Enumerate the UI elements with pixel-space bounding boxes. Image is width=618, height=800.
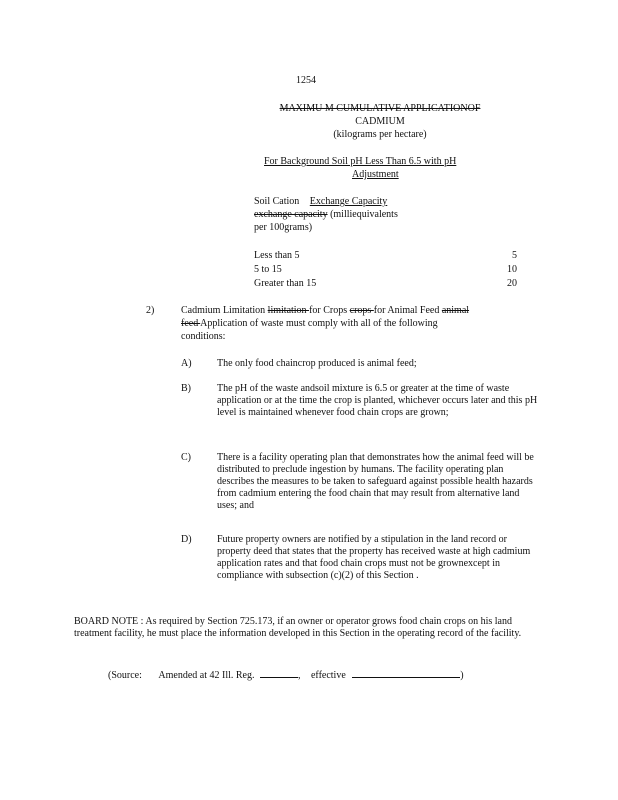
board-note: BOARD NOTE : As required by Section 725.173, if an owner or operator grows food chain crops on his land treatment facility, he must place the information developed in this Section in the operating record of the facility. <box>74 616 522 639</box>
table-row-label: Less than 5 <box>254 250 300 261</box>
table-header-d: per 100grams) <box>254 222 313 233</box>
section-text-c: for Animal Feed <box>373 305 442 316</box>
source-citation <box>108 668 464 682</box>
heading-units: (kilograms per hectare) <box>333 129 427 140</box>
section-number: 2) <box>146 305 155 316</box>
heading-title <box>240 103 520 115</box>
source-comma: , <box>297 670 301 681</box>
table-row-label: Greater than 15 <box>254 278 317 289</box>
source-close: ) <box>460 670 464 681</box>
condition-label-a: A) <box>181 358 192 369</box>
condition-label-c: C) <box>181 452 191 463</box>
table-header-line2 <box>254 209 398 221</box>
source-prefix: (Source: <box>108 670 142 681</box>
table-header-c: (milliequivalents <box>330 209 398 220</box>
condition-text-b: The pH of the waste andsoil mixture is 6.5 or greater at the time of waste application or at the time the crop is planted, whichever occurs later and this pH level is maintained whenever food chain crops are grown; <box>217 383 538 418</box>
table-header-line1 <box>254 196 387 208</box>
section-strike-b: crops <box>349 305 374 316</box>
section-text-line1 <box>181 305 469 317</box>
heading-title-line1: MAXIMU M CUMULATIVE APPLICATIONOF <box>279 103 481 114</box>
effective-date-blank <box>352 668 460 678</box>
page-number: 1254 <box>296 75 316 86</box>
section-text-line2 <box>181 318 438 330</box>
condition-label-d: D) <box>181 534 192 545</box>
table-header-b: Exchange Capacity <box>309 196 388 207</box>
source-amended: Amended at 42 Ill. Reg. <box>158 670 255 681</box>
table-row-value: 10 <box>507 264 517 275</box>
section-text-d: Application of waste must comply with all of the following <box>200 318 438 329</box>
section-strike-a: limitation <box>267 305 310 316</box>
register-blank <box>260 668 298 678</box>
table-row-value: 5 <box>512 250 517 261</box>
section-strike-d: feed <box>181 318 201 329</box>
source-effective: effective <box>310 670 346 681</box>
section-text-a: Cadmium Limitation <box>181 305 268 316</box>
heading-title-line2: CADMIUM <box>355 116 405 127</box>
heading-subtitle-line2: Adjustment <box>352 169 399 180</box>
condition-label-b: B) <box>181 383 191 394</box>
condition-text-d: Future property owners are notified by a stipulation in the land record or property deed that states that the property has received waste at high cadmium application rates and that food chain crops must not be grownexcept in compliance with subsection (c)(2) of this Section . <box>217 534 531 581</box>
section-text-line3: conditions: <box>181 331 226 342</box>
table-row-label: 5 to 15 <box>254 264 282 275</box>
section-strike-c: animal <box>441 305 470 316</box>
heading-subtitle-line1: For Background Soil pH Less Than 6.5 with pH <box>264 156 457 167</box>
table-header-strike: exchange capacity <box>254 209 328 220</box>
table-header-a: Soil Cation <box>254 196 300 207</box>
section-text-b: for Crops <box>309 305 350 316</box>
condition-text-c: There is a facility operating plan that demonstrates how the animal feed will be distributed to preclude ingestion by humans. The facility operating plan describes the measures to be taken to safeguard against possible health hazards from cadmium entering the food chain that may result from alternative land uses; and <box>217 452 534 511</box>
condition-text-a: The only food chaincrop produced is animal feed; <box>217 358 417 369</box>
table-row-value: 20 <box>507 278 517 289</box>
